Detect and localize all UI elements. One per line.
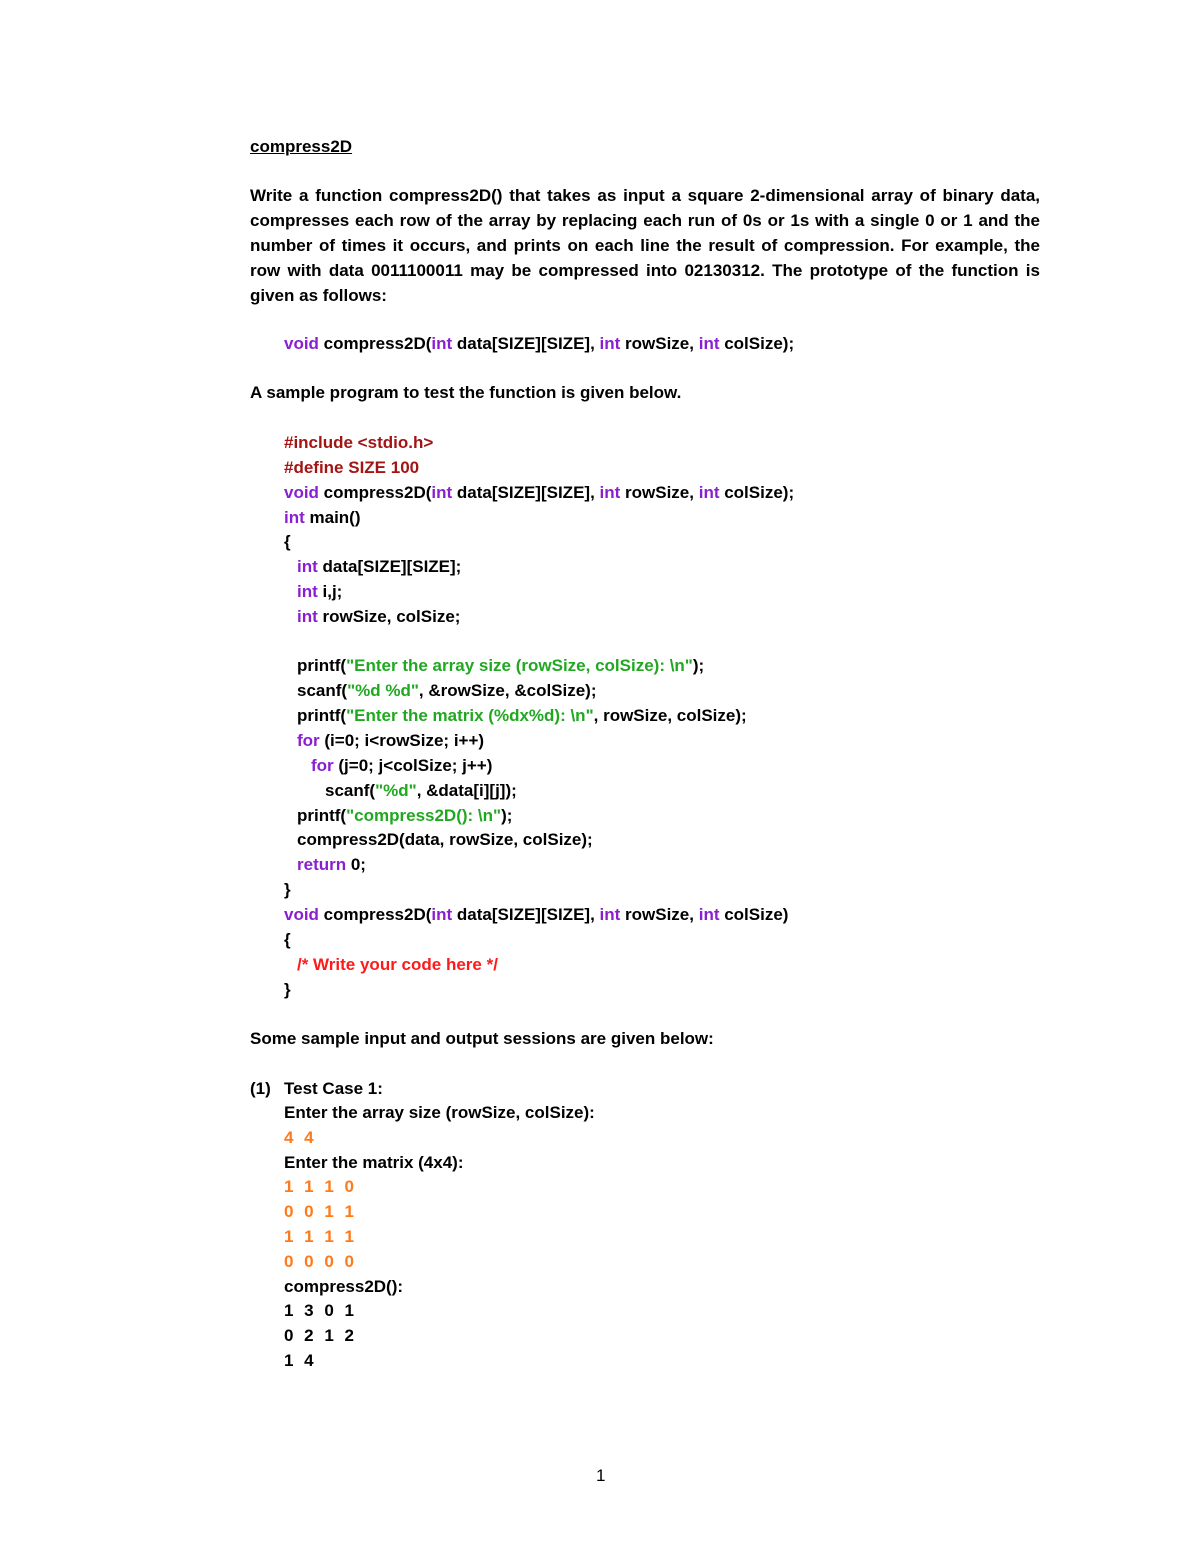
keyword: void — [284, 334, 319, 353]
code-text: (i=0; i<rowSize; i++) — [319, 731, 485, 750]
keyword: int — [698, 483, 720, 502]
code-call: compress2D(data, rowSize, colSize); — [297, 830, 593, 849]
code-scanf-elem — [325, 780, 517, 802]
keyword: int — [431, 905, 453, 924]
keyword: int — [297, 557, 318, 576]
code-text: colSize) — [719, 905, 789, 924]
page-title: compress2D — [250, 137, 353, 156]
code-printf-matrix — [297, 705, 747, 727]
keyword: return — [297, 855, 347, 874]
code-text: (j=0; j<colSize; j++) — [333, 756, 493, 775]
keyword: void — [284, 483, 319, 502]
code-text: i,j; — [317, 582, 343, 601]
code-text: colSize); — [719, 483, 795, 502]
input-row: 1 1 1 1 — [284, 1227, 357, 1246]
code-string: "Enter the array size (rowSize, colSize): \n" — [346, 656, 693, 675]
code-main — [284, 507, 361, 529]
code-text: rowSize, colSize; — [317, 607, 461, 626]
code-text: , &data[i][j]); — [416, 781, 517, 800]
code-return — [297, 854, 366, 876]
keyword: int — [284, 508, 305, 527]
output-row: 1 4 — [284, 1351, 317, 1370]
code-scanf-size — [297, 680, 597, 702]
code-printf-size — [297, 655, 704, 677]
code-text: printf( — [297, 706, 347, 725]
keyword: for — [311, 756, 334, 775]
code-brace-open: { — [284, 532, 291, 551]
code-printf-compress — [297, 805, 512, 827]
code-text: scanf( — [297, 681, 348, 700]
code-text: , &rowSize, &colSize); — [418, 681, 597, 700]
keyword: int — [297, 607, 318, 626]
code-decl-sizes — [297, 606, 460, 628]
code-for-i — [297, 730, 484, 752]
problem-description: Write a function compress2D() that takes as input a square 2-dimensional array of binary data, compresses each row of the array by replacing each run of 0s or 1s with a single 0 or 1 and the number of times it occurs, and prints on each line the result of compression. For example, the row with data 0011100011 may be compressed into 02130312. The prototype of the function is given as follows: — [250, 186, 1040, 305]
keyword: void — [284, 905, 319, 924]
code-text: , rowSize, colSize); — [593, 706, 747, 725]
code-for-j — [311, 755, 492, 777]
code-text: main() — [304, 508, 361, 527]
code-string: "%d" — [375, 781, 417, 800]
keyword: for — [297, 731, 320, 750]
test-case-heading: Test Case 1: — [284, 1079, 383, 1098]
output-row: 0 2 1 2 — [284, 1326, 357, 1345]
keyword: int — [431, 483, 453, 502]
code-comment: /* Write your code here */ — [297, 955, 498, 974]
code-text: colSize); — [719, 334, 795, 353]
code-text: printf( — [297, 656, 347, 675]
keyword: int — [431, 334, 453, 353]
code-text: ); — [692, 656, 705, 675]
sample-intro: A sample program to test the function is given below. — [250, 383, 682, 402]
code-text: ); — [501, 806, 513, 825]
code-string: "Enter the matrix (%dx%d): \n" — [346, 706, 594, 725]
keyword: int — [698, 334, 720, 353]
code-decl-ij — [297, 581, 342, 603]
code-string: "%d %d" — [347, 681, 419, 700]
code-text: compress2D( — [318, 483, 432, 502]
code-text: data[SIZE][SIZE], — [452, 483, 600, 502]
input-row: 0 0 0 0 — [284, 1252, 357, 1271]
code-prototype — [284, 482, 794, 504]
code-def-open: { — [284, 930, 291, 949]
code-text: compress2D( — [318, 334, 432, 353]
prompt-size: Enter the array size (rowSize, colSize): — [284, 1103, 595, 1122]
code-text: rowSize, — [620, 905, 699, 924]
output-row: 1 3 0 1 — [284, 1301, 357, 1320]
code-text: compress2D( — [318, 905, 432, 924]
input-row: 1 1 1 0 — [284, 1177, 357, 1196]
keyword: int — [297, 582, 318, 601]
code-text: 0; — [346, 855, 366, 874]
code-text: data[SIZE][SIZE], — [452, 334, 600, 353]
code-definition — [284, 904, 788, 926]
input-row: 0 0 1 1 — [284, 1202, 357, 1221]
code-define: #define SIZE 100 — [284, 458, 420, 477]
code-text: data[SIZE][SIZE], — [452, 905, 600, 924]
sessions-intro: Some sample input and output sessions are given below: — [250, 1029, 714, 1048]
keyword: int — [698, 905, 720, 924]
code-decl-data — [297, 556, 461, 578]
output-label: compress2D(): — [284, 1277, 404, 1296]
code-text: scanf( — [325, 781, 376, 800]
keyword: int — [599, 334, 621, 353]
test-case-number: (1) — [250, 1079, 271, 1098]
code-text: printf( — [297, 806, 347, 825]
keyword: int — [599, 905, 621, 924]
code-text: rowSize, — [620, 483, 699, 502]
code-text: rowSize, — [620, 334, 699, 353]
code-def-close: } — [284, 980, 291, 999]
prompt-matrix: Enter the matrix (4x4): — [284, 1153, 464, 1172]
prototype-line — [284, 333, 794, 355]
code-text: data[SIZE][SIZE]; — [317, 557, 462, 576]
code-string: "compress2D(): \n" — [346, 806, 502, 825]
page-number: 1 — [596, 1466, 606, 1485]
input-size: 4 4 — [284, 1128, 317, 1147]
code-include: #include <stdio.h> — [284, 433, 434, 452]
keyword: int — [599, 483, 621, 502]
code-brace-close: } — [284, 880, 291, 899]
